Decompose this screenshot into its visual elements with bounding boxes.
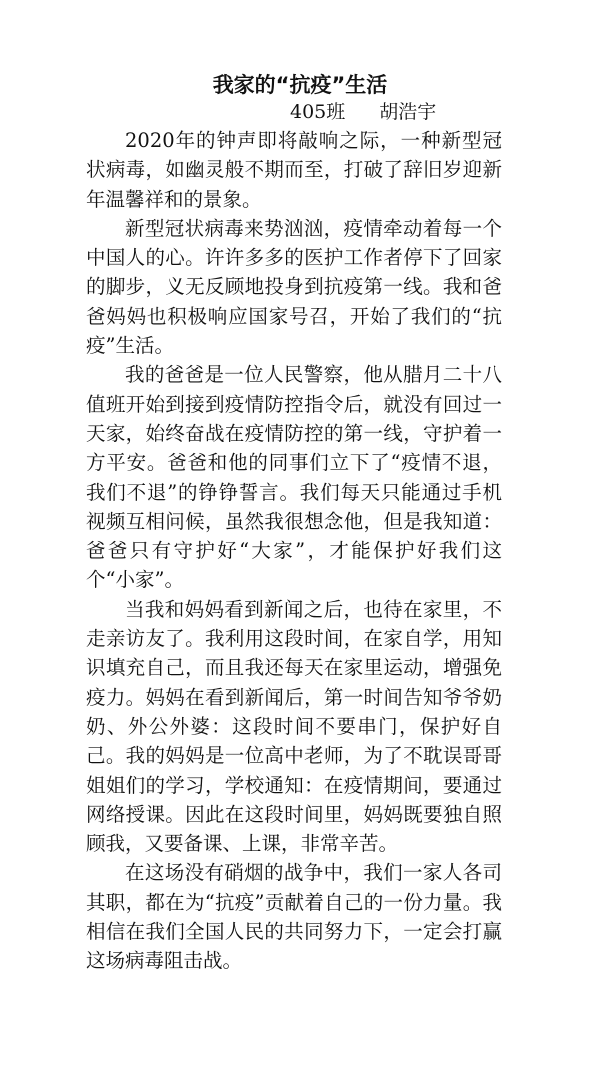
byline — [290, 99, 436, 125]
class-label: 405班 — [290, 101, 346, 123]
author-name: 胡浩宇 — [379, 101, 437, 123]
essay-body — [86, 126, 502, 976]
essay-title: 我家的“抗疫”生活 — [212, 73, 388, 97]
paragraph: 我的爸爸是一位人民警察，他从腊月二十八值班开始到接到疫情防控指令后，就没有回过一天家，始终奋战在疫情防控的第一线，守护着一方平安。爸爸和他的同事们立下了“疫情不退，我们不退”的铮铮誓言。我们每天只能通过手机视频互相问候，虽然我很想念他，但是我知道：爸爸只有守护好“大家”，才能保护好我们这个“小家”。 — [86, 363, 502, 592]
paragraph: 在这场没有硝烟的战争中，我们一家人各司其职，都在为“抗疫”贡献着自己的一份力量。我相信在我们全国人民的共同努力下，一定会打赢这场病毒阻击战。 — [86, 861, 502, 973]
paragraph: 2020年的钟声即将敲响之际，一种新型冠状病毒，如幽灵般不期而至，打破了辞旧岁迎新年温馨祥和的景象。 — [86, 129, 502, 211]
paragraph: 新型冠状病毒来势汹汹，疫情牵动着每一个中国人的心。许许多多的医护工作者停下了回家的脚步，义无反顾地投身到抗疫第一线。我和爸爸妈妈也积极响应国家号召，开始了我们的“抗疫”生活。 — [86, 216, 502, 358]
paragraph: 当我和妈妈看到新闻之后，也待在家里，不走亲访友了。我利用这段时间，在家自学，用知识填充自己，而且我还每天在家里运动，增强免疫力。妈妈在看到新闻后，第一时间告知爷爷奶奶、外公外婆：这段时间不要串门，保护好自己。我的妈妈是一位高中老师，为了不耽误哥哥姐姐们的学习，学校通知：在疫情期间，要通过网络授课。因此在这段时间里，妈妈既要独自照顾我，又要备课、上课，非常辛苦。 — [86, 597, 502, 856]
